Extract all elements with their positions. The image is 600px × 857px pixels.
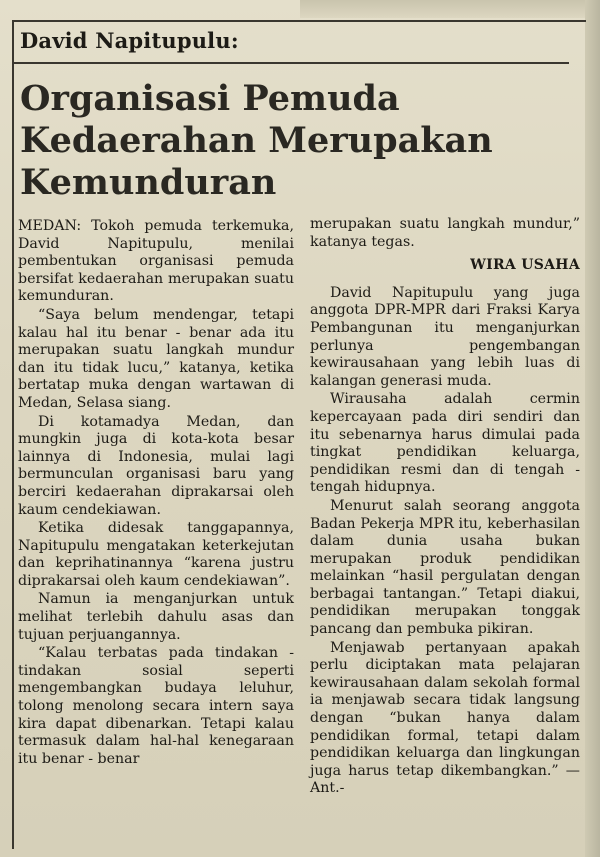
- article-column-right: [310, 216, 580, 799]
- article-paragraph: Ketika didesak tanggapannya, Napitupulu mengatakan keterkejutan dan keprihatinannya “karena justru diprakarsai oleh kaum cendekiawan”.: [18, 520, 294, 589]
- article-paragraph: Di kotamadya Medan, dan mungkin juga di kota-kota besar lainnya di Indonesia, mulai lagi bermunculan organisasi baru yang berciri kedaerahan diprakarsai oleh kaum cendekiawan.: [18, 413, 294, 518]
- article-paragraph: MEDAN: Tokoh pemuda terkemuka, David Napitupulu, menilai pembentukan organisasi pemuda bersifat kedaerahan merupakan suatu kemunduran.: [18, 218, 294, 305]
- headline-line: Kemunduran: [20, 162, 277, 203]
- article-paragraph: Menjawab pertanyaan apakah perlu diciptakan mata pelajaran kewirausahaan dalam sekolah formal ia menjawab secara tidak langsung dengan “bukan hanya dalam pendidikan formal, tetapi dalam pendidikan keluarga dan lingkungan juga harus tetap dikembangkan.” — Ant.-: [310, 639, 580, 797]
- article-paragraph: David Napitupulu yang juga anggota DPR-MPR dari Fraksi Karya Pembangunan itu menganjurkan perlunya pengembangan kewirausahaan yang lebih luas di kalangan generasi muda.: [310, 284, 580, 389]
- article-paragraph: “Saya belum mendengar, tetapi kalau hal itu benar - benar ada itu merupakan suatu langkah mundur dan itu tidak lucu,” katanya, ketika bertatap muka dengan wartawan di Medan, Selasa siang.: [18, 306, 294, 411]
- article-kicker: David Napitupulu:: [20, 28, 239, 53]
- article-paragraph: merupakan suatu langkah mundur,” katanya tegas.: [310, 216, 580, 250]
- article-paragraph: Menurut salah seorang anggota Badan Pekerja MPR itu, keberhasilan dalam dunia usaha bukan merupakan produk pendidikan melainkan “hasil pergulatan dengan berbagai tantangan.” Tetapi diakui, pendidikan merupakan tonggak pancang dan pembuka pikiran.: [310, 497, 580, 638]
- article-paragraph: Namun ia menganjurkan untuk melihat terlebih dahulu asas dan tujuan perjuangannya.: [18, 591, 294, 643]
- headline-line: Organisasi Pemuda: [20, 78, 400, 119]
- adjacent-page-bleed-right: [585, 0, 600, 857]
- article-headline: [20, 78, 575, 204]
- article-paragraph: “Kalau terbatas pada tindakan - tindakan sosial seperti mengembangkan budaya leluhur, tolong menolong secara intern saya kira dapat dibenarkan. Tetapi kalau termasuk dalam hal-hal kenegaraan itu benar - benar: [18, 645, 294, 767]
- kicker-divider: [14, 62, 569, 64]
- headline-line: Kedaerahan Merupakan: [20, 120, 493, 161]
- section-subhead: WIRA USAHA: [470, 257, 580, 274]
- article-column-left: [18, 218, 294, 769]
- adjacent-page-bleed-top: [300, 0, 585, 18]
- article-paragraph: Wirausaha adalah cermin kepercayaan pada diri sendiri dan itu sebenarnya harus dimulai pada tingkat pendidikan keluarga, pendidikan resmi dan di tengah - tengah hidupnya.: [310, 391, 580, 496]
